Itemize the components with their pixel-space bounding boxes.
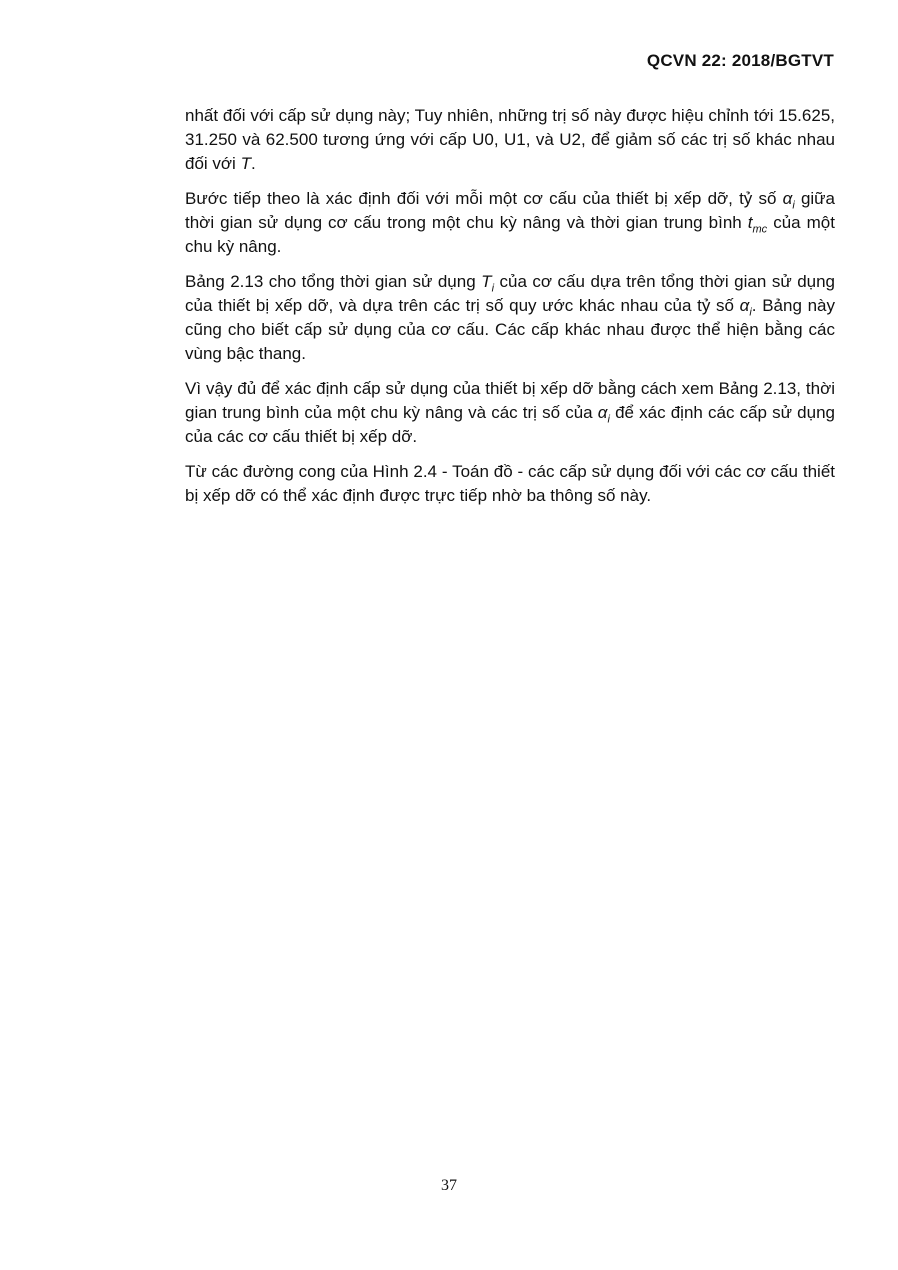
page-number: 37 xyxy=(441,1177,457,1194)
body-text xyxy=(185,104,835,519)
paragraph-1: nhất đối với cấp sử dụng này; Tuy nhiên, những trị số này được hiệu chỉnh tới 15.625, 31.250 và 62.500 tương ứng với cấp U0, U1, và U2, để giảm số các trị số khác nhau đối với T. xyxy=(185,106,835,173)
symbol-alpha-i: $\alpha_i$ xyxy=(597,403,610,426)
symbol-T: T xyxy=(240,154,251,173)
paragraph-2: Bước tiếp theo là xác định đối với mỗi một cơ cấu của thiết bị xếp dỡ, tỷ số $\alpha_i$ giữa thời gian sử dụng cơ cấu trong một chu kỳ nâng và thời gian trung bình $t_{mc}$ của một chu kỳ nâng. xyxy=(185,189,836,256)
paragraph-3: Bảng 2.13 cho tổng thời gian sử dụng $T_i$ của cơ cấu dựa trên tổng thời gian sử dụng của thiết bị xếp dỡ, và dựa trên các trị số quy ước khác nhau của tỷ số $\alpha_i$. Bảng này cũng cho biết cấp sử dụng của cơ cấu. Các cấp khác nhau được thể hiện bằng các vùng bậc thang. xyxy=(185,272,836,363)
document-code-header: QCVN 22: 2018/BGTVT xyxy=(646,51,834,70)
symbol-alpha-i: $\alpha_i$ xyxy=(782,189,795,212)
paragraph-4: Vì vậy đủ để xác định cấp sử dụng của thiết bị xếp dỡ bằng cách xem Bảng 2.13, thời gian trung bình của một chu kỳ nâng và các trị số của $\alpha_i$ để xác định các cấp sử dụng của các cơ cấu thiết bị xếp dỡ. xyxy=(185,379,835,446)
symbol-t-mc: $t_{mc}$ xyxy=(747,213,768,236)
paragraph-5: Từ các đường cong của Hình 2.4 - Toán đồ - các cấp sử dụng đối với các cơ cấu thiết bị xếp dỡ có thể xác định được trực tiếp nhờ ba thông số này. xyxy=(185,462,835,505)
symbol-T-i: $T_i$ xyxy=(481,272,495,295)
symbol-alpha-i: $\alpha_i$ xyxy=(739,296,752,319)
